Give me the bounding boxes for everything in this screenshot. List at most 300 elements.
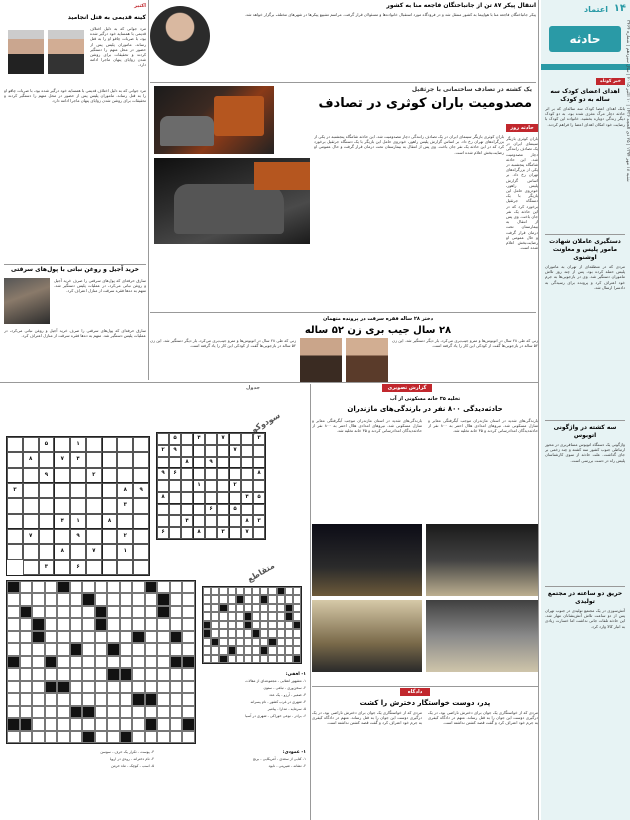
crossword-cell[interactable]: [157, 693, 170, 705]
sudoku-cell[interactable]: [23, 544, 39, 559]
crossword-cell[interactable]: [228, 655, 236, 663]
sudoku-cell[interactable]: [253, 504, 265, 516]
crossword-cell[interactable]: [252, 595, 260, 603]
crossword-cell[interactable]: [132, 718, 145, 730]
crossword-cell[interactable]: [7, 681, 20, 693]
crossword-cell[interactable]: [132, 656, 145, 668]
crossword-cell[interactable]: [203, 612, 211, 620]
crossword-cell[interactable]: [157, 631, 170, 643]
sudoku-cell[interactable]: [253, 480, 265, 492]
sudoku-cell[interactable]: [54, 529, 70, 544]
sudoku-cell[interactable]: [102, 529, 118, 544]
sudoku-cell[interactable]: [193, 445, 205, 457]
sudoku-cell[interactable]: [39, 529, 55, 544]
crossword-cell[interactable]: [32, 693, 45, 705]
crossword-cell[interactable]: [285, 629, 293, 637]
crossword-cell[interactable]: [145, 706, 158, 718]
sudoku-cell[interactable]: [181, 480, 193, 492]
sudoku-cell[interactable]: [253, 445, 265, 457]
sudoku-cell[interactable]: [86, 483, 102, 498]
crossword-cell[interactable]: [95, 706, 108, 718]
crossword-cell[interactable]: [145, 643, 158, 655]
crossword-cell[interactable]: [211, 604, 219, 612]
sudoku-cell[interactable]: [54, 498, 70, 513]
crossword-cell[interactable]: [107, 593, 120, 605]
crossword-cell[interactable]: [82, 631, 95, 643]
crossword-cell[interactable]: [57, 631, 70, 643]
crossword-cell[interactable]: [95, 643, 108, 655]
crossword-cell[interactable]: [203, 646, 211, 654]
crossword-cell[interactable]: [82, 618, 95, 630]
crossword-cell[interactable]: [45, 618, 58, 630]
crossword-cell[interactable]: [277, 612, 285, 620]
crossword-cell[interactable]: [244, 655, 252, 663]
crossword-cell[interactable]: [203, 595, 211, 603]
sudoku-cell[interactable]: [193, 457, 205, 469]
sudoku-cell[interactable]: [133, 529, 149, 544]
crossword-cell[interactable]: [170, 731, 183, 743]
crossword-cell[interactable]: [157, 731, 170, 743]
crossword-cell[interactable]: [95, 581, 108, 593]
crossword-cell[interactable]: [252, 612, 260, 620]
crossword-cell[interactable]: [70, 693, 83, 705]
crossword-cell[interactable]: [145, 681, 158, 693]
crossword-cell[interactable]: [277, 604, 285, 612]
crossword-cell[interactable]: [182, 731, 195, 743]
crossword-cell[interactable]: [157, 581, 170, 593]
crossword-cell[interactable]: [120, 706, 133, 718]
crossword-cell[interactable]: [211, 646, 219, 654]
crossword-cell[interactable]: [70, 631, 83, 643]
crossword-cell[interactable]: [293, 612, 301, 620]
crossword-cell[interactable]: [252, 587, 260, 595]
crossword-cell[interactable]: [95, 593, 108, 605]
crossword-cell[interactable]: [120, 581, 133, 593]
crossword-cell[interactable]: [219, 629, 227, 637]
crossword-cell[interactable]: [20, 656, 33, 668]
crossword-cell[interactable]: [260, 655, 268, 663]
crossword-cell[interactable]: [236, 604, 244, 612]
sudoku-cell[interactable]: [217, 515, 229, 527]
crossword-cell[interactable]: [228, 612, 236, 620]
sudoku-cell[interactable]: [117, 437, 133, 452]
crossword-cell[interactable]: [45, 693, 58, 705]
sudoku-cell[interactable]: [193, 468, 205, 480]
sudoku-cell[interactable]: [70, 544, 86, 559]
crossword-cell[interactable]: [20, 706, 33, 718]
sudoku-cell[interactable]: [133, 514, 149, 529]
crossword-cell[interactable]: [57, 668, 70, 680]
crossword-cell[interactable]: [244, 604, 252, 612]
sudoku-cell[interactable]: [7, 514, 23, 529]
sudoku-cell[interactable]: [169, 515, 181, 527]
crossword-cell[interactable]: [170, 606, 183, 618]
crossword-cell[interactable]: [107, 681, 120, 693]
crossword-cell[interactable]: [170, 593, 183, 605]
crossword-cell[interactable]: [70, 718, 83, 730]
crossword-cell[interactable]: [120, 593, 133, 605]
sudoku-cell[interactable]: [86, 437, 102, 452]
crossword-cell[interactable]: [32, 581, 45, 593]
crossword-cell[interactable]: [203, 587, 211, 595]
sudoku-cell[interactable]: [193, 515, 205, 527]
crossword-cell[interactable]: [228, 638, 236, 646]
crossword-cell[interactable]: [219, 595, 227, 603]
crossword-cell[interactable]: [70, 606, 83, 618]
crossword-cell[interactable]: [45, 631, 58, 643]
sudoku-cell[interactable]: [241, 504, 253, 516]
crossword-cell[interactable]: [293, 595, 301, 603]
crossword-cell[interactable]: [157, 718, 170, 730]
crossword-cell[interactable]: [236, 629, 244, 637]
crossword-cell[interactable]: [260, 612, 268, 620]
crossword-cell[interactable]: [170, 681, 183, 693]
crossword-cell[interactable]: [285, 655, 293, 663]
crossword-cell[interactable]: [228, 621, 236, 629]
crossword-cell[interactable]: [170, 693, 183, 705]
crossword-cell[interactable]: [45, 643, 58, 655]
crossword-cell[interactable]: [120, 693, 133, 705]
crossword-cell[interactable]: [228, 587, 236, 595]
sudoku-cell[interactable]: [117, 560, 133, 575]
crossword-cell[interactable]: [20, 618, 33, 630]
crossword-cell[interactable]: [182, 581, 195, 593]
crossword-cell[interactable]: [157, 668, 170, 680]
sudoku-cell[interactable]: [102, 437, 118, 452]
sudoku-cell[interactable]: [157, 457, 169, 469]
crossword-cell[interactable]: [145, 593, 158, 605]
crossword-cell[interactable]: [211, 595, 219, 603]
sudoku-cell[interactable]: [169, 480, 181, 492]
sudoku-cell[interactable]: [133, 468, 149, 483]
crossword-cell[interactable]: [82, 693, 95, 705]
crossword-cell[interactable]: [70, 681, 83, 693]
sudoku-cell[interactable]: [205, 433, 217, 445]
crossword-cell[interactable]: [32, 718, 45, 730]
crossword-cell[interactable]: [120, 606, 133, 618]
sudoku-cell[interactable]: [86, 514, 102, 529]
crossword-grid[interactable]: [202, 586, 302, 664]
sudoku-cell[interactable]: [205, 480, 217, 492]
sudoku-cell[interactable]: [102, 483, 118, 498]
sudoku-cell[interactable]: [7, 498, 23, 513]
crossword-cell[interactable]: [170, 718, 183, 730]
crossword-cell[interactable]: [145, 668, 158, 680]
crossword-cell[interactable]: [45, 606, 58, 618]
crossword-cell[interactable]: [182, 668, 195, 680]
crossword-cell[interactable]: [20, 581, 33, 593]
crossword-cell[interactable]: [170, 643, 183, 655]
sudoku-cell[interactable]: [54, 560, 70, 575]
crossword-cell[interactable]: [277, 638, 285, 646]
sudoku-cell[interactable]: [217, 504, 229, 516]
sudoku-cell[interactable]: [23, 498, 39, 513]
sudoku-cell[interactable]: [102, 544, 118, 559]
sudoku-cell[interactable]: [117, 468, 133, 483]
sudoku-cell[interactable]: [7, 529, 23, 544]
sudoku-cell[interactable]: [205, 468, 217, 480]
sudoku-cell[interactable]: [205, 492, 217, 504]
crossword-cell[interactable]: [157, 656, 170, 668]
crossword-cell[interactable]: [219, 646, 227, 654]
crossword-cell[interactable]: [120, 631, 133, 643]
crossword-cell[interactable]: [285, 638, 293, 646]
sudoku-cell[interactable]: [169, 527, 181, 539]
crossword-cell[interactable]: [268, 604, 276, 612]
sudoku-cell[interactable]: [7, 544, 23, 559]
crossword-grid[interactable]: [6, 580, 196, 744]
crossword-cell[interactable]: [7, 593, 20, 605]
crossword-cell[interactable]: [170, 618, 183, 630]
crossword-cell[interactable]: [107, 618, 120, 630]
crossword-cell[interactable]: [182, 706, 195, 718]
crossword-cell[interactable]: [252, 638, 260, 646]
sudoku-cell[interactable]: [181, 527, 193, 539]
crossword-cell[interactable]: [211, 655, 219, 663]
crossword-cell[interactable]: [57, 731, 70, 743]
crossword-cell[interactable]: [57, 718, 70, 730]
sudoku-cell[interactable]: [54, 483, 70, 498]
sudoku-cell[interactable]: [169, 492, 181, 504]
crossword-cell[interactable]: [95, 681, 108, 693]
crossword-cell[interactable]: [120, 681, 133, 693]
crossword-cell[interactable]: [132, 618, 145, 630]
crossword-cell[interactable]: [203, 638, 211, 646]
sudoku-cell[interactable]: [229, 433, 241, 445]
crossword-cell[interactable]: [260, 621, 268, 629]
sudoku-cell[interactable]: [181, 504, 193, 516]
sudoku-cell[interactable]: [157, 504, 169, 516]
crossword-cell[interactable]: [182, 681, 195, 693]
crossword-cell[interactable]: [145, 618, 158, 630]
crossword-cell[interactable]: [20, 631, 33, 643]
crossword-cell[interactable]: [236, 621, 244, 629]
sudoku-cell[interactable]: [23, 437, 39, 452]
sudoku-cell[interactable]: [241, 457, 253, 469]
sudoku-cell[interactable]: [253, 527, 265, 539]
crossword-cell[interactable]: [277, 629, 285, 637]
crossword-cell[interactable]: [170, 706, 183, 718]
crossword-cell[interactable]: [268, 612, 276, 620]
crossword-cell[interactable]: [57, 606, 70, 618]
crossword-cell[interactable]: [20, 668, 33, 680]
sudoku-cell[interactable]: [39, 483, 55, 498]
sudoku-cell[interactable]: [39, 544, 55, 559]
crossword-cell[interactable]: [182, 643, 195, 655]
crossword-cell[interactable]: [70, 668, 83, 680]
sudoku-cell[interactable]: [241, 433, 253, 445]
sudoku-cell[interactable]: [102, 560, 118, 575]
crossword-cell[interactable]: [7, 631, 20, 643]
crossword-cell[interactable]: [70, 731, 83, 743]
sudoku-cell[interactable]: [205, 515, 217, 527]
crossword-cell[interactable]: [236, 638, 244, 646]
crossword-cell[interactable]: [293, 629, 301, 637]
sudoku-cell[interactable]: [86, 529, 102, 544]
crossword-cell[interactable]: [228, 595, 236, 603]
crossword-cell[interactable]: [244, 587, 252, 595]
sudoku-cell[interactable]: [181, 468, 193, 480]
crossword-cell[interactable]: [145, 606, 158, 618]
sudoku-cell[interactable]: [86, 452, 102, 467]
crossword-cell[interactable]: [32, 731, 45, 743]
sudoku-cell[interactable]: [181, 492, 193, 504]
crossword-cell[interactable]: [70, 593, 83, 605]
crossword-cell[interactable]: [120, 643, 133, 655]
crossword-cell[interactable]: [20, 593, 33, 605]
crossword-cell[interactable]: [285, 621, 293, 629]
sudoku-cell[interactable]: [241, 468, 253, 480]
crossword-cell[interactable]: [277, 621, 285, 629]
crossword-cell[interactable]: [293, 587, 301, 595]
sudoku-cell[interactable]: [193, 504, 205, 516]
crossword-cell[interactable]: [268, 629, 276, 637]
crossword-cell[interactable]: [32, 706, 45, 718]
sudoku-cell[interactable]: [241, 445, 253, 457]
sudoku-cell[interactable]: [102, 468, 118, 483]
crossword-cell[interactable]: [293, 638, 301, 646]
crossword-cell[interactable]: [145, 656, 158, 668]
sudoku-cell[interactable]: [39, 498, 55, 513]
crossword-cell[interactable]: [132, 706, 145, 718]
crossword-cell[interactable]: [244, 638, 252, 646]
sudoku-cell[interactable]: [253, 457, 265, 469]
crossword-cell[interactable]: [32, 681, 45, 693]
sudoku-cell[interactable]: [70, 498, 86, 513]
crossword-cell[interactable]: [82, 656, 95, 668]
crossword-cell[interactable]: [211, 629, 219, 637]
crossword-cell[interactable]: [219, 587, 227, 595]
crossword-cell[interactable]: [132, 731, 145, 743]
sudoku-cell[interactable]: [217, 492, 229, 504]
crossword-cell[interactable]: [32, 643, 45, 655]
crossword-cell[interactable]: [7, 693, 20, 705]
sudoku-cell[interactable]: [181, 433, 193, 445]
crossword-cell[interactable]: [107, 718, 120, 730]
crossword-cell[interactable]: [132, 668, 145, 680]
sudoku-cell[interactable]: [229, 527, 241, 539]
crossword-cell[interactable]: [182, 618, 195, 630]
sudoku-cell[interactable]: [23, 468, 39, 483]
sudoku-cell[interactable]: [7, 452, 23, 467]
crossword-cell[interactable]: [211, 587, 219, 595]
crossword-cell[interactable]: [244, 629, 252, 637]
sudoku-cell[interactable]: [133, 560, 149, 575]
crossword-cell[interactable]: [82, 643, 95, 655]
sudoku-cell[interactable]: [133, 498, 149, 513]
crossword-cell[interactable]: [107, 656, 120, 668]
crossword-cell[interactable]: [7, 618, 20, 630]
crossword-cell[interactable]: [252, 604, 260, 612]
sudoku-cell[interactable]: [117, 514, 133, 529]
crossword-cell[interactable]: [32, 656, 45, 668]
crossword-cell[interactable]: [252, 621, 260, 629]
sudoku-cell[interactable]: [241, 480, 253, 492]
sudoku-cell[interactable]: [133, 544, 149, 559]
sudoku-cell[interactable]: [54, 468, 70, 483]
sudoku-cell[interactable]: [23, 514, 39, 529]
crossword-cell[interactable]: [285, 646, 293, 654]
sudoku-cell[interactable]: [7, 468, 23, 483]
crossword-cell[interactable]: [203, 604, 211, 612]
crossword-cell[interactable]: [211, 612, 219, 620]
crossword-cell[interactable]: [107, 606, 120, 618]
sudoku-cell[interactable]: [39, 514, 55, 529]
crossword-cell[interactable]: [260, 638, 268, 646]
crossword-cell[interactable]: [107, 581, 120, 593]
sudoku-cell[interactable]: [217, 468, 229, 480]
crossword-cell[interactable]: [132, 581, 145, 593]
sudoku-cell[interactable]: [7, 437, 23, 452]
sudoku-cell[interactable]: [157, 480, 169, 492]
crossword-cell[interactable]: [57, 618, 70, 630]
sudoku-cell[interactable]: [23, 483, 39, 498]
crossword-cell[interactable]: [7, 668, 20, 680]
crossword-cell[interactable]: [236, 612, 244, 620]
sudoku-cell[interactable]: [133, 437, 149, 452]
crossword-cell[interactable]: [252, 655, 260, 663]
sudoku-cell[interactable]: [54, 437, 70, 452]
crossword-cell[interactable]: [120, 656, 133, 668]
crossword-cell[interactable]: [95, 656, 108, 668]
sudoku-cell[interactable]: [193, 492, 205, 504]
crossword-cell[interactable]: [157, 681, 170, 693]
crossword-cell[interactable]: [95, 718, 108, 730]
crossword-cell[interactable]: [57, 706, 70, 718]
crossword-cell[interactable]: [7, 731, 20, 743]
crossword-cell[interactable]: [132, 643, 145, 655]
crossword-cell[interactable]: [120, 618, 133, 630]
crossword-cell[interactable]: [268, 655, 276, 663]
crossword-cell[interactable]: [170, 668, 183, 680]
crossword-cell[interactable]: [182, 593, 195, 605]
sudoku-cell[interactable]: [157, 433, 169, 445]
crossword-cell[interactable]: [260, 629, 268, 637]
crossword-cell[interactable]: [95, 631, 108, 643]
sudoku-cell[interactable]: [23, 560, 39, 575]
crossword-cell[interactable]: [45, 706, 58, 718]
crossword-cell[interactable]: [57, 693, 70, 705]
crossword-cell[interactable]: [219, 638, 227, 646]
crossword-cell[interactable]: [219, 612, 227, 620]
crossword-cell[interactable]: [95, 731, 108, 743]
crossword-cell[interactable]: [57, 643, 70, 655]
crossword-cell[interactable]: [268, 646, 276, 654]
crossword-cell[interactable]: [293, 646, 301, 654]
crossword-cell[interactable]: [20, 681, 33, 693]
sudoku-cell[interactable]: [169, 504, 181, 516]
crossword-cell[interactable]: [57, 656, 70, 668]
crossword-cell[interactable]: [82, 606, 95, 618]
crossword-cell[interactable]: [107, 631, 120, 643]
crossword-cell[interactable]: [95, 693, 108, 705]
sudoku-cell[interactable]: [86, 560, 102, 575]
crossword-cell[interactable]: [70, 618, 83, 630]
crossword-cell[interactable]: [70, 581, 83, 593]
crossword-cell[interactable]: [211, 621, 219, 629]
sudoku-cell[interactable]: [70, 483, 86, 498]
crossword-cell[interactable]: [20, 643, 33, 655]
crossword-cell[interactable]: [219, 621, 227, 629]
crossword-cell[interactable]: [95, 668, 108, 680]
crossword-cell[interactable]: [268, 621, 276, 629]
crossword-cell[interactable]: [32, 606, 45, 618]
sudoku-cell[interactable]: [205, 527, 217, 539]
sudoku-cell[interactable]: [39, 452, 55, 467]
crossword-cell[interactable]: [157, 618, 170, 630]
crossword-cell[interactable]: [260, 604, 268, 612]
crossword-cell[interactable]: [145, 631, 158, 643]
